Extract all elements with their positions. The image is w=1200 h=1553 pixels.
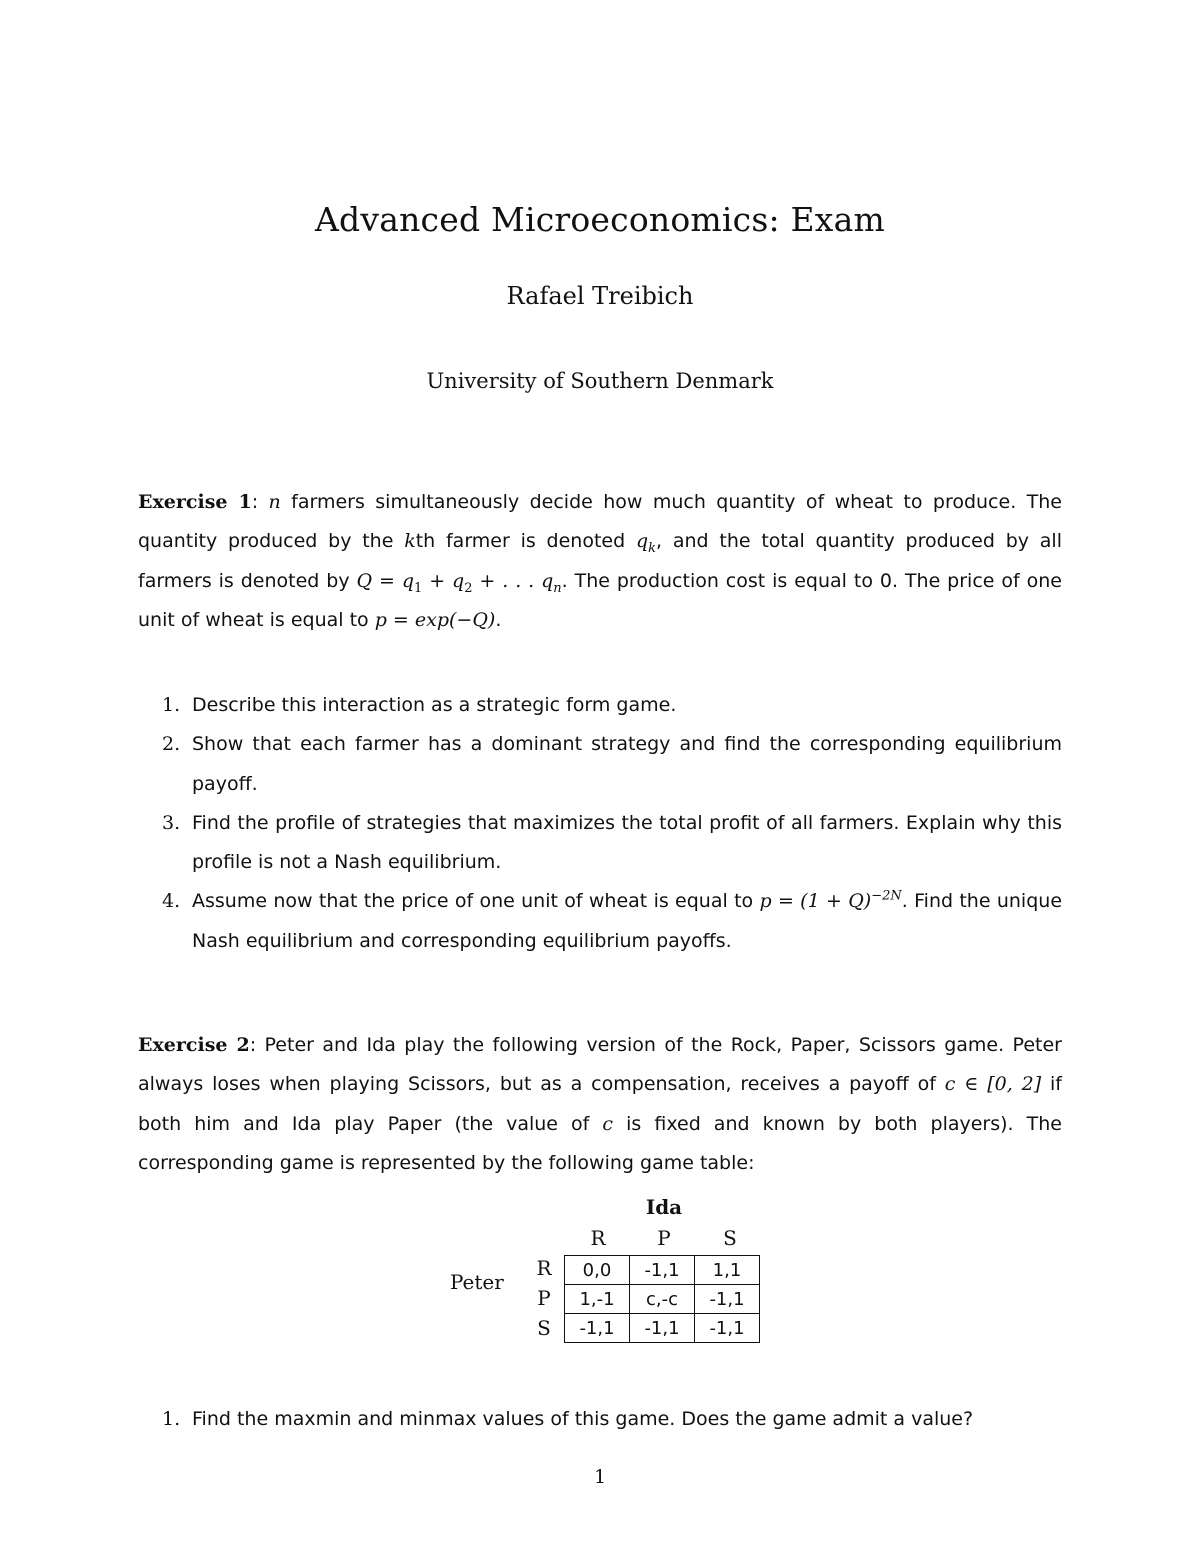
list-item: 2. Show that each farmer has a dominant strategy and find the corresponding equilibrium payoff. xyxy=(162,733,1062,795)
payoff-cell: -1,1 xyxy=(630,1314,695,1343)
page-number: 1 xyxy=(593,1466,607,1488)
list-item: 1. Find the maxmin and minmax values of this game. Does the game admit a value? xyxy=(162,1408,974,1430)
exercise-2-questions xyxy=(138,1400,1062,1439)
exercise-1-statement: Exercise 1: n farmers simultaneously decide how much quantity of wheat to produce. The quantity produced by the kth farmer is denoted $q_k$, and the total quantity produced by all farmers is denoted by $Q = q_1 + q_2$ + . . . $q_n$. The production cost is equal to 0. The price of one unit of wheat is equal to p = exp(−Q). xyxy=(138,491,1062,631)
row-header: R xyxy=(536,1256,552,1280)
payoff-cell: 1,1 xyxy=(695,1256,760,1285)
author-name: Rafael Treibich xyxy=(506,282,694,310)
table-row xyxy=(565,1256,760,1285)
column-player-label: Ida xyxy=(645,1195,683,1219)
document-title: Advanced Microeconomics: Exam xyxy=(315,200,885,239)
list-item: 4. Assume now that the price of one unit of wheat is equal to $p = (1 + Q)^{-2N}$. Find the unique Nash equilibrium and corresponding equilibrium payoffs. xyxy=(162,889,1063,952)
game-table xyxy=(440,1192,780,1352)
affiliation: University of Southern Denmark xyxy=(426,369,774,393)
column-header: P xyxy=(657,1226,671,1250)
column-header: S xyxy=(723,1226,737,1250)
list-item: 3. Find the profile of strategies that maximizes the total profit of all farmers. Explain why this profile is not a Nash equilibrium. xyxy=(162,811,1062,874)
row-player-label: Peter xyxy=(450,1270,504,1294)
table-row xyxy=(565,1314,760,1343)
exercise-1-label: Exercise 1 xyxy=(138,491,252,513)
exercise-2-label: Exercise 2 xyxy=(138,1034,250,1056)
row-header: S xyxy=(537,1316,551,1340)
payoff-matrix xyxy=(564,1255,760,1343)
table-row xyxy=(565,1285,760,1314)
payoff-cell: -1,1 xyxy=(630,1256,695,1285)
payoff-cell: 0,0 xyxy=(565,1256,630,1285)
payoff-cell: 1,-1 xyxy=(565,1285,630,1314)
payoff-cell: c,-c xyxy=(630,1285,695,1314)
row-header: P xyxy=(537,1286,551,1310)
payoff-cell: -1,1 xyxy=(695,1314,760,1343)
list-item: 1. Describe this interaction as a strategic form game. xyxy=(162,694,677,716)
column-header: R xyxy=(590,1226,606,1250)
payoff-cell: -1,1 xyxy=(565,1314,630,1343)
exercise-2-statement: Exercise 2: Peter and Ida play the following version of the Rock, Paper, Scissors game. Peter always loses when playing Scissors, but as a compensation, receives a payoff of c ∈ [0, 2] if both him and Ida play Paper (the value of c is fixed and known by both players). The corresponding game is represented by the following game table: xyxy=(138,1034,1062,1174)
payoff-cell: -1,1 xyxy=(695,1285,760,1314)
exercise-1-questions xyxy=(138,686,1062,961)
